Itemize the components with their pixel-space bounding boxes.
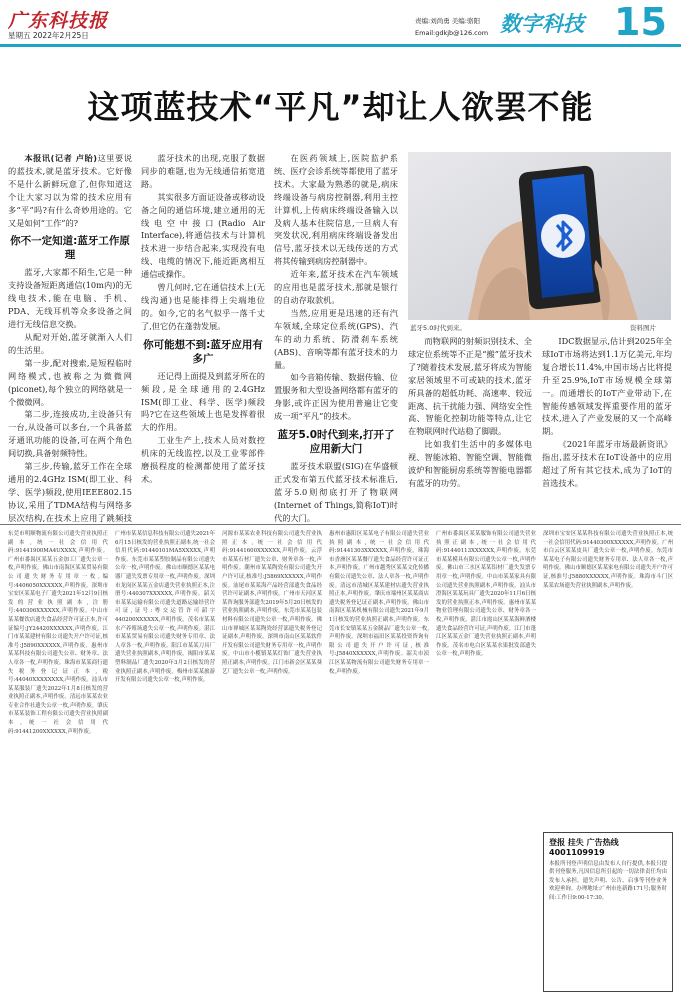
paragraph: 工业生产上,技术人员对数控机床的无线监控,以及工业零部件磨损程度的检测都使用了蓝牙技术。 [141, 435, 265, 484]
article-column-1 [8, 152, 132, 522]
notice-column-3 [222, 530, 322, 1000]
photo-caption: 蓝牙5.0时代到来。 [410, 324, 466, 332]
subhead-bluetooth-5: 蓝牙5.0时代到来,打开了应用新大门 [277, 429, 395, 456]
article-photo [408, 152, 671, 320]
page-number: 15 [614, 0, 667, 44]
notice-column-2 [115, 530, 215, 1000]
subhead-working-principle: 你不一定知道:蓝牙工作原理 [10, 235, 130, 262]
paragraph: 蓝牙,大家都不陌生,它是一种支持设备短距离通信(10m内)的无线电技术,能在电脑、手机、PDA、无线耳机等众多设备之间进行无线信息交换。 [8, 267, 132, 330]
article-column-5 [542, 335, 672, 522]
notice-text: 广州市某某信息科技有限公司遗失2021年6月15日核发的营业执照正副本,统一社会信用代码:91440101MA5XXXXX,声明作废。东莞市某某塑胶制品有限公司遗失公章一枚,声明作废。佛山市顺德区某某电器厂遗失发票专用章一枚,声明作废。深圳市龙岗区某某五金店遗失营业执照正本,注册号:440307XXXXXX,声明作废。韶关市某某运输有限公司遗失道路运输经营许可证,证号:粤交运管许可韶字440200XXXXXX,声明作废。茂名市某某水产养殖场遗失公章一枚,声明作废。湛江市某某贸易有限公司遗失财务专用章、法人章各一枚,声明作废。阳江市某某刀具厂遗失营业执照副本,声明作废。揭阳市某某塑料制品厂遗失2020年3月2日核发的营业执照正副本,声明作废。梅州市某某旅游开发有限公司遗失公章一枚,声明作废。 [115, 531, 215, 684]
article-column-3 [274, 152, 398, 522]
notice-column-1 [8, 530, 108, 1000]
newspaper-logo: 广东科技报 [8, 10, 109, 32]
paragraph: 如今音箱传输、数据传输、位置服务和大型设备网络都有蓝牙的身影,或许正因为使用普遍让它变成一项“平凡”的技术。 [274, 372, 398, 422]
article-column-2 [141, 152, 265, 522]
notice-text: 广州市番禺区某某服饰有限公司遗失营业执照正副本,统一社会信用代码:91440113XXXXXX,声明作废。东莞市某某模具有限公司遗失公章一枚,声明作废。佛山市三水区某某铝材厂遗失发票专用章一枚,声明作废。中山市某某家具有限公司遗失营业执照副本,声明作废。汕头市澄海区某某玩具厂遗失2020年11月6日核发的营业执照正本,声明作废。惠州市某某物业管理有限公司遗失公章、财务章各一枚,声明作废。湛江市霞山区某某海鲜酒楼遗失食品经营许可证,声明作废。江门市蓬江区某某五金厂遗失营业执照正副本,声明作废。茂名市电白区某某水果批发部遗失公章一枚,声明作废。 [436, 531, 536, 658]
editor-credits: 责编:刘尚勇 美编:骆阳 [415, 17, 480, 25]
byline: 本报讯(记者 卢眙) [24, 153, 98, 163]
paragraph: 曾几何时,它在通信技术上(无线沟通)也是能排得上尖端地位的。如今,它的名气似乎一落千丈了,但它仍在蓬勃发展。 [141, 282, 265, 331]
paragraph: 蓝牙技术联盟(SIG)在华盛顿正式发布第五代蓝牙技术标准后,蓝牙5.0则彻底打开了物联网(Internet of Things,简称IoT)时代的大门。 [274, 461, 398, 522]
notice-text: 河源市某某农业科技有限公司遗失营业执照正本,统一社会信用代码:91441600XXXXXX,声明作废。云浮市某某石材厂遗失公章、财务章各一枚,声明作废。潮州市某某陶瓷有限公司遗失开户许可证,核准号:J5869XXXXXX,声明作废。汕尾市某某海产品经营部遗失食品经营许可证副本,声明作废。广州市天河区某某咨询服务部遗失2019年5月20日核发的营业执照副本,声明作废。东莞市某某包装材料有限公司遗失公章一枚,声明作废。佛山市禅城区某某陶瓷经营部遗失税务登记证副本,声明作废。深圳市南山区某某软件开发有限公司遗失财务专用章一枚,声明作废。中山市小榄镇某某灯饰厂遗失营业执照正副本,声明作废。江门市新会区某某葵艺厂遗失公章一枚,声明作废。 [222, 531, 322, 675]
photo-credit: 资料图片 [630, 324, 656, 332]
notice-text: 惠州市惠阳区某某电子有限公司遗失营业执照副本,统一社会信用代码:91441303XXXXXX,声明作废。珠海市香洲区某某餐厅遗失食品经营许可证正本,声明作废。广州市越秀区某某文化传播有限公司遗失公章、法人章各一枚,声明作废。清远市清城区某某建材店遗失营业执照正本,声明作废。肇庆市端州区某某商店遗失税务登记证正副本,声明作废。佛山市南海区某某机械有限公司遗失2021年9月1日核发的营业执照正副本,声明作废。东莞市长安镇某某五金制品厂遗失公章一枚,声明作废。深圳市福田区某某投资咨询有限公司遗失开户许可证,核准号:J5840XXXXXX,声明作废。韶关市浈江区某某物流有限公司遗失财务专用章一枚,声明作废。 [329, 531, 429, 675]
ad-hotline-title: 登报 挂失 广告热线 4001109919 [549, 838, 619, 857]
paragraph: 从配对开始,蓝牙就渐入人们的生活里。 [8, 331, 132, 355]
notice-column-6 [543, 530, 673, 826]
paragraph: 当然,应用更是迅速的还有汽车领域,全球定位系统(GPS)、汽车的动力系统、防滑刹车系统(ABS)、音响等都有蓝牙技术的力量。 [274, 307, 398, 370]
masthead [0, 0, 681, 50]
paragraph: 第一步,配对搜索,是短程临时网络模式,也被称之为微微网(piconet),每个独立的网络就是一个微微网。 [8, 357, 132, 407]
notice-column-4 [329, 530, 429, 1000]
paragraph: 《2021年蓝牙市场最新资讯》指出,蓝牙技术在IoT设备中的应用超过了所有其它技术,成为了IoT的首选技术。 [542, 439, 672, 488]
issue-date: 星期五 2022年2月25日 [8, 31, 89, 40]
article-column-4 [408, 335, 532, 522]
editor-email: Email:gdkjb@126.com [415, 29, 489, 37]
notice-column-5 [436, 530, 536, 1000]
paragraph: 比如我们生活中的多媒体电视、智能冰箱、智能空调、智能微波炉和智能厨房系统等智能电器都有蓝牙的功劳。 [408, 439, 532, 488]
paragraph: 在医药领域上,医院监护系统、医疗会诊系统等都使用了蓝牙技术。大家最为熟悉的就是,病床终端设备与病房控制器,利用主控计算机,上传病床终端设备输入以及病人基本住院信息,一旦病人有突发状况,利用病床终端设备发出信号,蓝牙技术以无线传送的方式将其传输到病房控制器中。 [274, 153, 398, 267]
article-intro [8, 152, 132, 229]
paragraph: 蓝牙技术的出现,克服了数据同步的难题,也为无线通信拓宽道路。 [141, 153, 265, 189]
paragraph: 还记得上面提及到蓝牙所在的频段,是全球通用的2.4GHz ISM(即工业、科学、医学)频段吗?它在这些领域上也是发挥着很大的作用。 [141, 370, 265, 433]
paragraph: 第二步,连接成功,主设备只有一台,从设备可以多台,一个具备蓝牙通讯功能的设备,可在两个角色间切换,具备射频特性。 [8, 409, 132, 459]
paragraph: 其实很多方面证设备或移动设备之间的通信环境,建立通用的无线电空中接口(Radio Air Interface),将通信技术与计算机技术进一步结合起来,实现没有电线、电缆的情况下,能近距离相互通信或操作。 [141, 191, 265, 280]
notice-text: 深圳市宝安区某某科技有限公司遗失营业执照正本,统一社会信用代码:91440300XXXXXX,声明作废。广州市白云区某某皮具厂遗失公章一枚,声明作废。东莞市某某电子有限公司遗失财务专用章、法人章各一枚,声明作废。佛山市顺德区某某家电有限公司遗失开户许可证,核准号:J5880XXXXXX,声明作废。珠海市斗门区某某农场遗失营业执照副本,声明作废。 [543, 531, 673, 589]
paragraph: 第三步,传输,蓝牙工作在全球通用的2.4GHz ISM(即工业、科学、医学)频段,使用IEEE802.15协议,采用了TDMA结构与网络多层次结构,在技术上应用了跳频技 [8, 461, 132, 522]
intro-text: 这里要说的蓝技术,就是蓝牙技术。它好像不是什么新鲜玩意了,但你知道这个让大家习以为常的技术应用有多“平”吗?有什么奇妙用途的。 [8, 153, 132, 215]
subhead-applications: 你可能想不到:蓝牙应用有多广 [143, 338, 263, 365]
paragraph: 而物联网的射频识别技术、全球定位系统等不正是“搬”蓝牙技术了?随着技术发展,蓝牙将成为智能家居领域里不可或缺的技术,蓝牙所具备的超低功耗、高速率、较远距离、抗干扰能力强、网络安全性高、智能化控制功能等特点,让它在物联网时代站稳了脚跟。 [408, 336, 532, 437]
ad-hotline-body: 本报所刊登声明信息由发布人自行提供,本报只提供刊登服务,凡因信息所引起的一切法律责任均由发布人承担。遗失声明、公告、启事等刊登业务欢迎垂询。办理地址:广州市连新路171号;服务时间:工作日9:00-17:30。 [549, 861, 667, 901]
ad-hotline-box [543, 832, 673, 992]
masthead-rule [0, 44, 681, 47]
paragraph: IDC数据显示,估计到2025年全球IoT市场将达到1.1万亿美元,年均复合增长11.4%,中国市场占比将提升至25.9%,IoT市场规模全球第一。而通增长的IoT产业带动下,在智能传感领域发挥重要作用的蓝牙技术,进入了产业发展的又一个高峰期。 [542, 336, 672, 437]
notice-text: 东莞市明顺物流有限公司遗失营业执照正副本,统一社会信用代码:91441900MA4UXXXX,声明作废。广州市番禺区某某五金加工厂遗失公章一枚,声明作废。佛山市南海区某某贸易有限公司遗失财务专用章一枚,编号:4406050XXXXXX,声明作废。深圳市宝安区某某电子厂遗失2021年12月9日核发的营业执照副本,注册号:440306XXXXXX,声明作废。中山市某某餐饮店遗失食品经营许可证正本,许可证编号:JY24420XXXXXX,声明作废。江门市某某建材有限公司遗失开户许可证,核准号:J5890XXXXXX,声明作废。惠州市某某科技有限公司遗失公章、财务章、法人章各一枚,声明作废。珠海市某某商行遗失税务登记证正本,税号:44040XXXXXXXX,声明作废。汕头市某某服装厂遗失2022年1月8日核发的营业执照正副本,声明作废。清远市某某农业专业合作社遗失公章一枚,声明作废。肇庆市某某装饰工程有限公司遗失营业执照副本,统一社会信用代码:91441200XXXXXX,声明作废。 [8, 531, 108, 735]
section-title: 数字科技 [500, 12, 584, 36]
paragraph: 近年来,蓝牙技术在汽车领域的应用也是蓝牙技术,那就是银行的自动存取款机。 [274, 269, 398, 305]
bluetooth-icon [541, 214, 585, 258]
headline: 这项蓝技术“平凡”却让人欲罢不能 [87, 88, 594, 126]
section-divider [0, 524, 681, 525]
intro-text-2: 它又是如何“工作”的? [8, 204, 132, 228]
phone-bluetooth-illustration [408, 152, 671, 320]
